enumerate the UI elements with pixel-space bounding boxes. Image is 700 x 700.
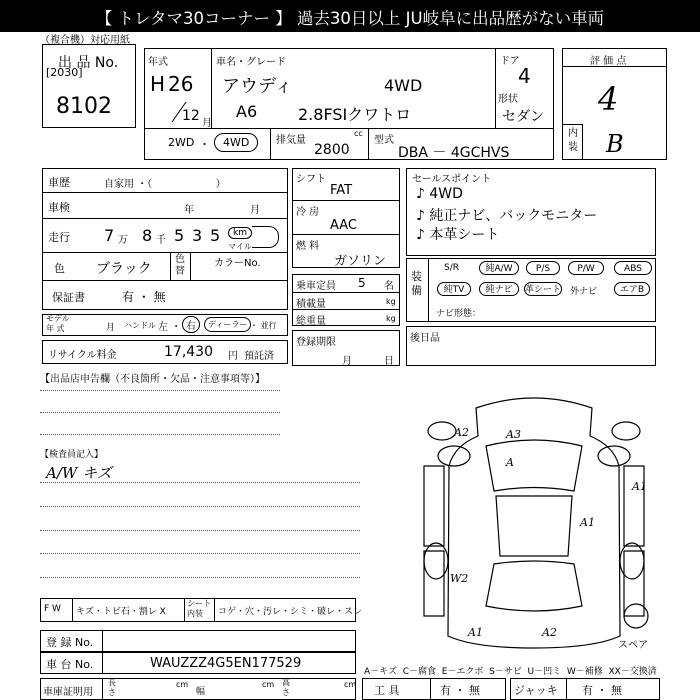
mileage-man-unit: 万 — [118, 235, 128, 246]
height-label: 高 さ — [282, 678, 290, 697]
displacement-unit: cc — [354, 129, 363, 138]
drive-dot: ・ — [199, 138, 210, 151]
history-value: 自家用 ・（ ） — [104, 179, 226, 190]
width-unit: cm — [262, 680, 275, 689]
reg-no-label: 登 録 No. — [46, 636, 94, 649]
chassis-label: 車 台 No. — [46, 658, 94, 671]
damage-mark-a-windshield: A — [506, 456, 514, 469]
interior-value: B — [606, 130, 624, 158]
drive-2wd: 2WD — [168, 136, 195, 149]
equip-leather: 革シート — [524, 282, 562, 296]
recycle-label: リサイクル料金 — [48, 350, 117, 361]
fw-options: キズ・トビ石・割レ X — [76, 607, 166, 617]
inspection-year: 年 — [184, 205, 194, 216]
shift-value: FAT — [330, 183, 353, 198]
sales-label: セールスポイント — [412, 174, 492, 185]
form-subhead: （複合機）対応用紙 — [40, 35, 130, 46]
equip-alloy-wheels: 純A/W — [479, 261, 519, 275]
sales-point-1: ♪ 4WD — [416, 186, 463, 202]
capacity-label: 乗車定員 — [296, 281, 336, 292]
inspector-note: A/W キズ — [46, 464, 112, 482]
damage-mark-a2-rear-right: A2 — [542, 626, 557, 639]
jack-value: 有 ・ 無 — [582, 684, 622, 697]
reg-period-day: 日 — [384, 356, 394, 367]
navi-type-label: ナビ形態： — [436, 309, 482, 319]
listing-label: 出 品 No. — [58, 55, 119, 71]
color-label: 色 — [54, 262, 65, 275]
fuel-value: ガソリン — [334, 254, 387, 269]
type-label: 型式 — [374, 135, 394, 146]
mileage-label: 走行 — [48, 231, 70, 244]
sales-point-2: ♪ 純正ナビ、バックモニター — [416, 208, 598, 224]
score-value: 4 — [598, 80, 619, 118]
mileage-d4: 3 — [192, 226, 203, 245]
mileage-man: 7 — [104, 226, 115, 245]
jack-label: ジャッキ — [514, 684, 558, 697]
handle-label: ハンドル — [124, 321, 156, 330]
recycle-note: 預託済 — [244, 351, 274, 362]
model-year-label: モデル 年 式 — [46, 314, 70, 333]
mileage-bracket — [252, 226, 279, 248]
recycle-unit: 円 — [228, 351, 238, 362]
inspection-month: 月 — [250, 205, 260, 216]
reg-period-month: 月 — [342, 356, 352, 367]
listing-code: [2030] — [46, 66, 83, 79]
equip-sr: S/R — [444, 263, 459, 273]
fuel-label: 燃 料 — [296, 241, 320, 252]
shape-label: 形状 — [498, 94, 518, 105]
damage-mark-a3-hood: A3 — [506, 428, 521, 441]
listing-number: 8102 — [56, 94, 112, 119]
capacity-value: 5 — [358, 276, 366, 290]
seat-label: シート 内装 — [187, 599, 211, 618]
year-era: H — [150, 72, 166, 96]
mileage-d5: 5 — [210, 226, 221, 245]
model-name: アウディ — [222, 76, 293, 97]
equip-tv: 純TV — [437, 282, 471, 296]
dealer-circled: ディーラー — [204, 317, 251, 332]
sales-point-3: ♪ 本革シート — [416, 227, 500, 243]
color-change-label: 色 替 — [175, 254, 185, 277]
damage-mark-a1-right-door: A1 — [580, 516, 595, 529]
fw-label: F W — [44, 604, 61, 614]
damage-mark-a2-front-left: A2 — [454, 426, 469, 439]
mileage-km-circled: km — [228, 227, 252, 239]
inspector-label: 【検査員記入】 — [40, 450, 104, 460]
equip-airbag: エアB — [614, 282, 650, 296]
length-unit: cm — [176, 680, 189, 689]
spare-label: スペア — [618, 640, 648, 651]
banner-text: 【 トレタマ30コーナー 】 過去30日以上 JU岐阜に出品歴がない車両 — [95, 9, 605, 28]
year-value: 26 — [168, 72, 194, 96]
equip-abs: ABS — [614, 261, 652, 275]
gross-unit: kg — [386, 314, 396, 323]
year-month-unit: 月 — [202, 118, 212, 129]
warranty-label: 保証書 — [52, 291, 85, 304]
damage-legend: A－キズ C－腐食 E－エクボ S－サビ U－凹ミ W－補修 XX－交換済 — [364, 667, 657, 677]
displacement-label: 排気量 — [276, 135, 306, 146]
tools-value: 有 ・ 無 — [440, 684, 480, 697]
equip-navi: 純ナビ — [479, 282, 519, 296]
width-label: 幅 — [196, 687, 206, 697]
type-value: DBA － 4GCHVS — [398, 145, 510, 161]
aftermarket-box — [406, 326, 656, 366]
damage-mark-a1-right-front: A1 — [632, 480, 647, 493]
displacement-value: 2800 — [314, 142, 350, 158]
color-no-label: カラーNo. — [214, 258, 261, 269]
warranty-value: 有 ・ 無 — [122, 290, 166, 304]
history-label: 車歴 — [48, 176, 70, 189]
chassis-number: WAUZZZ4G5EN177529 — [150, 656, 302, 671]
mileage-sen-unit: 千 — [156, 235, 166, 246]
equip-aftermarket-navi: 外ナビ — [570, 287, 598, 297]
shift-label: シフト — [296, 174, 326, 185]
garage-cert-label: 車庫証明用 — [43, 687, 93, 698]
equipment-label: 装 備 — [411, 270, 422, 297]
year-label: 年式 — [148, 57, 168, 68]
interior-label: 内 装 — [568, 128, 578, 153]
load-unit: kg — [386, 297, 396, 306]
height-unit: cm — [344, 680, 357, 689]
model-series: A6 — [236, 102, 258, 121]
inspection-label: 車検 — [48, 201, 70, 214]
parallel-label: ・ 並行 — [250, 321, 277, 330]
score-label: 評 価 点 — [590, 56, 627, 67]
model-grade: 2.8FSIクワトロ — [298, 105, 412, 124]
notes-label: 【出品店申告欄（不良箇所・欠品・注意事項等）】 — [40, 374, 265, 385]
model-drive: 4WD — [384, 76, 423, 95]
seat-options: コゲ・穴・汚レ・シミ・破レ・スレ — [218, 607, 363, 617]
aircon-value: AAC — [330, 218, 357, 233]
year-month: 12 — [182, 108, 200, 124]
recycle-value: 17,430 — [164, 344, 213, 360]
doors-value: 4 — [518, 64, 531, 88]
car-damage-diagram — [414, 386, 654, 656]
handle-left: 左 ・ — [158, 322, 182, 333]
doors-label: ドア — [500, 56, 520, 67]
drive-4wd-circled[interactable]: 4WD — [214, 133, 258, 152]
capacity-unit: 名 — [384, 281, 394, 292]
reg-period-label: 登録期限 — [296, 337, 336, 348]
equip-pw: P/W — [568, 261, 604, 275]
gross-label: 総重量 — [296, 316, 326, 327]
year-slash — [170, 100, 190, 124]
tools-label: 工 具 — [374, 684, 400, 697]
damage-mark-w2-left-rear: W2 — [450, 572, 469, 585]
load-label: 積載量 — [296, 299, 326, 310]
shape-value: セダン — [502, 109, 545, 125]
damage-mark-a1-rear-left: A1 — [468, 626, 483, 639]
model-label: 車名・グレード — [216, 57, 286, 68]
handle-right-circled: 右 — [182, 316, 200, 333]
aftermarket-label: 後日品 — [410, 333, 440, 344]
mileage-mile: マイル — [228, 242, 252, 251]
equip-ps: P/S — [526, 261, 560, 275]
mileage-sen: 8 — [142, 226, 153, 245]
model-year-month: 月 — [106, 323, 116, 333]
length-label: 長 さ — [108, 678, 116, 697]
color-value: ブラック — [96, 261, 152, 277]
aircon-label: 冷 房 — [296, 207, 320, 218]
mileage-d3: 5 — [174, 226, 185, 245]
